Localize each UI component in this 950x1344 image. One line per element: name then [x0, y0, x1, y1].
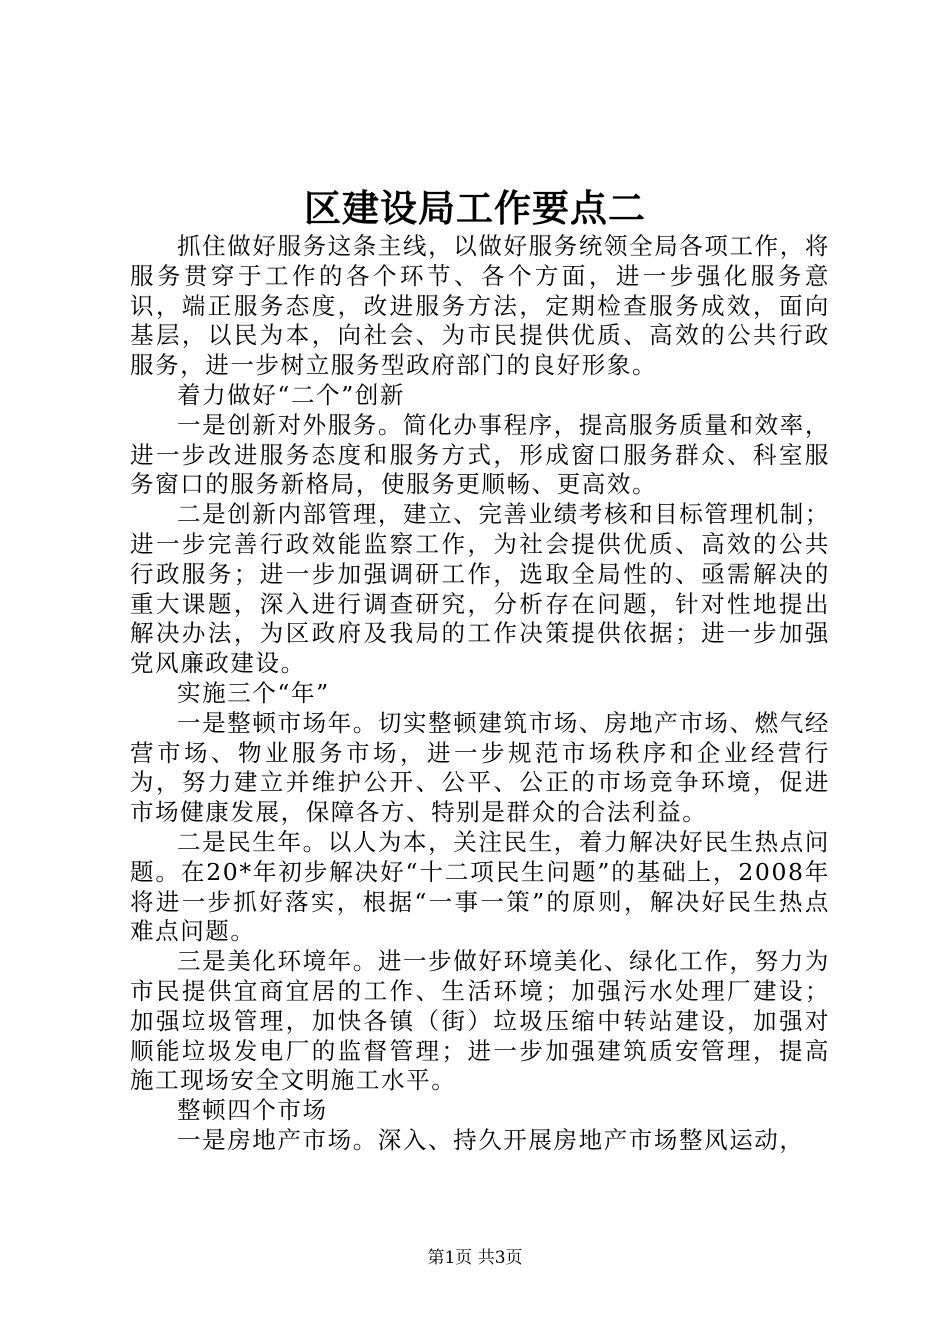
- section-heading: 整顿四个市场: [177, 1096, 328, 1125]
- paragraph: 二是民生年。以人为本，关注民生，着力解决好民生热点问题。在20*年初步解决好“十二项民生问题”的基础上，2008年将进一步抓好落实，根据“一事一策”的原则，解决好民生热点难点问题。: [130, 827, 830, 946]
- section-heading: 实施三个“年”: [177, 678, 330, 707]
- page-footer: 第1页 共3页: [427, 1248, 523, 1268]
- paragraph: 二是创新内部管理，建立、完善业绩考核和目标管理机制；进一步完善行政效能监察工作，为社会提供优质、高效的公共行政服务；进一步加强调研工作，选取全局性的、亟需解决的重大课题，深入进行调查研究，分析存在问题，针对性地提出解决办法，为区政府及我局的工作决策提供依据；进一步加强党风廉政建设。: [130, 500, 830, 678]
- paragraph: 一是房地产市场。深入、持久开展房地产市场整风运动，: [177, 1125, 805, 1154]
- section-heading: 着力做好“二个”创新: [177, 380, 406, 409]
- document-title: 区建设局工作要点二: [304, 186, 646, 230]
- paragraph: 一是创新对外服务。简化办事程序，提高服务质量和效率，进一步改进服务态度和服务方式，形成窗口服务群众、科室服务窗口的服务新格局，使服务更顺畅、更高效。: [130, 410, 830, 499]
- paragraph: 抓住做好服务这条主线，以做好服务统领全局各项工作，将服务贯穿于工作的各个环节、各个方面，进一步强化服务意识，端正服务态度，改进服务方法，定期检查服务成效，面向基层，以民为本，向社会、为市民提供优质、高效的公共行政服务，进一步树立服务型政府部门的良好形象。: [130, 232, 830, 380]
- paragraph: 一是整顿市场年。切实整顿建筑市场、房地产市场、燃气经营市场、物业服务市场，进一步规范市场秩序和企业经营行为，努力建立并维护公开、公平、公正的市场竞争环境，促进市场健康发展，保障各方、特别是群众的合法利益。: [130, 708, 830, 827]
- document-body: [130, 232, 830, 1156]
- paragraph: 三是美化环境年。进一步做好环境美化、绿化工作，努力为市民提供宜商宜居的工作、生活环境；加强污水处理厂建设；加强垃圾管理，加快各镇（街）垃圾压缩中转站建设，加强对顺能垃圾发电厂的监督管理；进一步加强建筑质安管理，提高施工现场安全文明施工水平。: [130, 947, 830, 1095]
